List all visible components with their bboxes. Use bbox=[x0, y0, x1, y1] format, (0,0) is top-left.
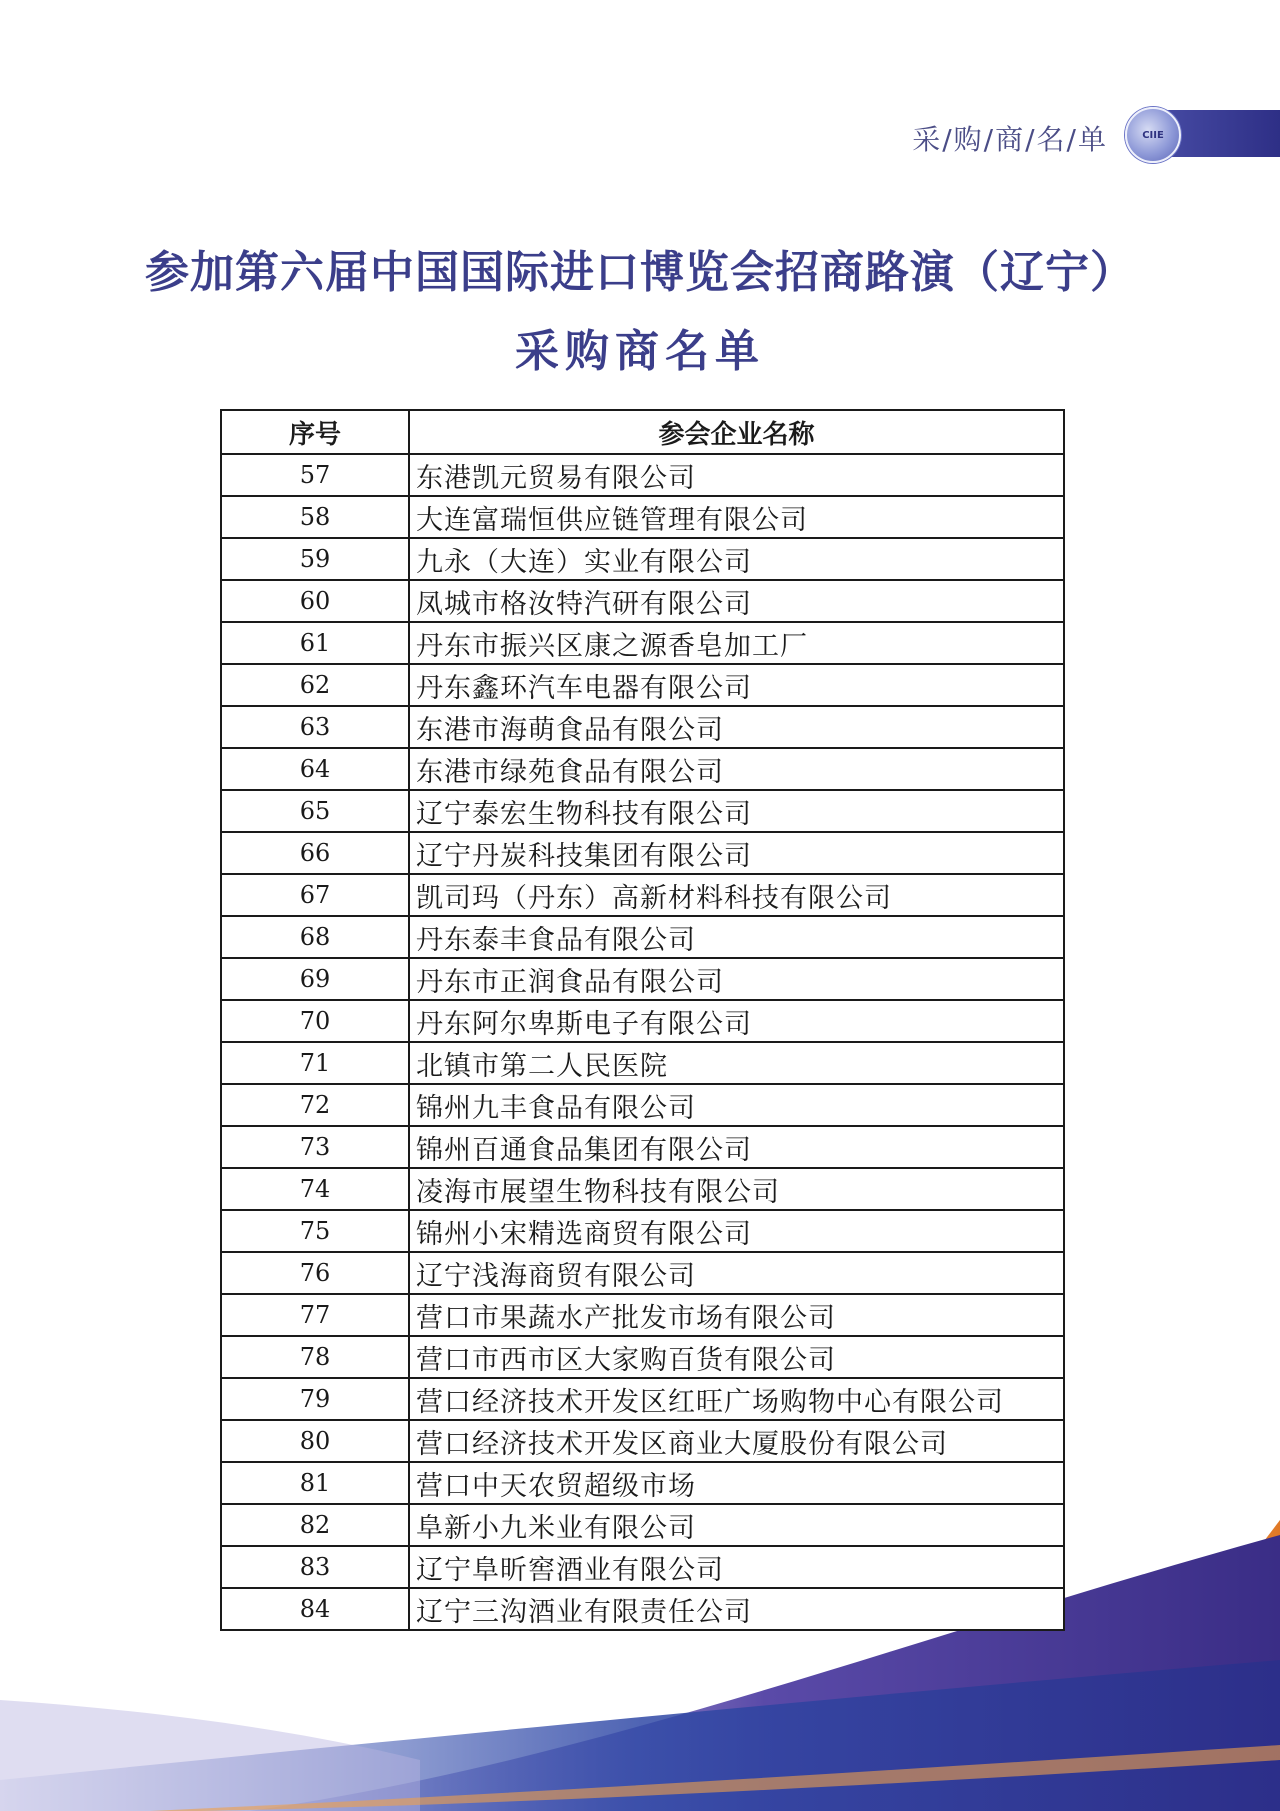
row-number: 74 bbox=[221, 1168, 409, 1210]
company-name: 东港凯元贸易有限公司 bbox=[409, 454, 1064, 496]
company-name: 辽宁丹炭科技集团有限公司 bbox=[409, 832, 1064, 874]
company-name: 丹东泰丰食品有限公司 bbox=[409, 916, 1064, 958]
row-number: 80 bbox=[221, 1420, 409, 1462]
table-row bbox=[221, 916, 1064, 958]
row-number: 57 bbox=[221, 454, 409, 496]
table-row bbox=[221, 1252, 1064, 1294]
table-row bbox=[221, 1588, 1064, 1630]
row-number: 73 bbox=[221, 1126, 409, 1168]
company-name: 营口市西市区大家购百货有限公司 bbox=[409, 1336, 1064, 1378]
company-name: 营口市果蔬水产批发市场有限公司 bbox=[409, 1294, 1064, 1336]
row-number: 76 bbox=[221, 1252, 409, 1294]
row-number: 64 bbox=[221, 748, 409, 790]
table-row bbox=[221, 748, 1064, 790]
table-row bbox=[221, 454, 1064, 496]
company-name: 丹东阿尔卑斯电子有限公司 bbox=[409, 1000, 1064, 1042]
table-row bbox=[221, 1546, 1064, 1588]
row-number: 60 bbox=[221, 580, 409, 622]
table-row bbox=[221, 664, 1064, 706]
table-row bbox=[221, 1210, 1064, 1252]
column-header-number: 序号 bbox=[221, 410, 409, 454]
row-number: 58 bbox=[221, 496, 409, 538]
company-name: 锦州百通食品集团有限公司 bbox=[409, 1126, 1064, 1168]
company-name: 锦州小宋精选商贸有限公司 bbox=[409, 1210, 1064, 1252]
company-name: 辽宁阜昕窖酒业有限公司 bbox=[409, 1546, 1064, 1588]
row-number: 82 bbox=[221, 1504, 409, 1546]
row-number: 83 bbox=[221, 1546, 409, 1588]
table-row bbox=[221, 1126, 1064, 1168]
row-number: 84 bbox=[221, 1588, 409, 1630]
row-number: 59 bbox=[221, 538, 409, 580]
row-number: 67 bbox=[221, 874, 409, 916]
table-body bbox=[221, 454, 1064, 1630]
company-name: 辽宁三沟酒业有限责任公司 bbox=[409, 1588, 1064, 1630]
table-row bbox=[221, 580, 1064, 622]
row-number: 81 bbox=[221, 1462, 409, 1504]
page-title: 参加第六届中国国际进口博览会招商路演（辽宁） bbox=[145, 247, 1135, 298]
table-row bbox=[221, 832, 1064, 874]
company-name: 九永（大连）实业有限公司 bbox=[409, 538, 1064, 580]
row-number: 71 bbox=[221, 1042, 409, 1084]
table-row bbox=[221, 1378, 1064, 1420]
company-name: 营口经济技术开发区商业大厦股份有限公司 bbox=[409, 1420, 1064, 1462]
table-row bbox=[221, 874, 1064, 916]
company-name: 丹东市正润食品有限公司 bbox=[409, 958, 1064, 1000]
table-row bbox=[221, 1504, 1064, 1546]
table-row bbox=[221, 1294, 1064, 1336]
company-name: 阜新小九米业有限公司 bbox=[409, 1504, 1064, 1546]
row-number: 70 bbox=[221, 1000, 409, 1042]
table-row bbox=[221, 958, 1064, 1000]
table-row bbox=[221, 622, 1064, 664]
row-number: 68 bbox=[221, 916, 409, 958]
company-name: 北镇市第二人民医院 bbox=[409, 1042, 1064, 1084]
buyer-list-table bbox=[220, 409, 1065, 1631]
row-number: 69 bbox=[221, 958, 409, 1000]
company-name: 凯司玛（丹东）高新材料科技有限公司 bbox=[409, 874, 1064, 916]
header-tag: 采/购/商/名/单 bbox=[912, 123, 1108, 156]
table-row bbox=[221, 1168, 1064, 1210]
company-name: 东港市绿苑食品有限公司 bbox=[409, 748, 1064, 790]
table-row bbox=[221, 706, 1064, 748]
row-number: 62 bbox=[221, 664, 409, 706]
ciie-logo-icon bbox=[1125, 107, 1181, 163]
column-header-company: 参会企业名称 bbox=[409, 410, 1064, 454]
table-row bbox=[221, 496, 1064, 538]
row-number: 65 bbox=[221, 790, 409, 832]
table-row bbox=[221, 1084, 1064, 1126]
row-number: 78 bbox=[221, 1336, 409, 1378]
logo-text: CIIE bbox=[1142, 129, 1164, 141]
company-name: 丹东市振兴区康之源香皂加工厂 bbox=[409, 622, 1064, 664]
page-subtitle: 采购商名单 bbox=[515, 326, 765, 377]
table-row bbox=[221, 1000, 1064, 1042]
table-row bbox=[221, 790, 1064, 832]
table-row bbox=[221, 1462, 1064, 1504]
company-name: 辽宁浅海商贸有限公司 bbox=[409, 1252, 1064, 1294]
company-name: 凤城市格汝特汽研有限公司 bbox=[409, 580, 1064, 622]
company-name: 大连富瑞恒供应链管理有限公司 bbox=[409, 496, 1064, 538]
company-name: 丹东鑫环汽车电器有限公司 bbox=[409, 664, 1064, 706]
company-name: 营口中天农贸超级市场 bbox=[409, 1462, 1064, 1504]
table-row bbox=[221, 538, 1064, 580]
row-number: 75 bbox=[221, 1210, 409, 1252]
row-number: 61 bbox=[221, 622, 409, 664]
company-name: 锦州九丰食品有限公司 bbox=[409, 1084, 1064, 1126]
row-number: 72 bbox=[221, 1084, 409, 1126]
company-name: 凌海市展望生物科技有限公司 bbox=[409, 1168, 1064, 1210]
company-name: 营口经济技术开发区红旺广场购物中心有限公司 bbox=[409, 1378, 1064, 1420]
table-header-row bbox=[221, 410, 1064, 454]
row-number: 79 bbox=[221, 1378, 409, 1420]
row-number: 77 bbox=[221, 1294, 409, 1336]
table-row bbox=[221, 1336, 1064, 1378]
company-name: 辽宁泰宏生物科技有限公司 bbox=[409, 790, 1064, 832]
row-number: 66 bbox=[221, 832, 409, 874]
table-row bbox=[221, 1420, 1064, 1462]
row-number: 63 bbox=[221, 706, 409, 748]
company-name: 东港市海萌食品有限公司 bbox=[409, 706, 1064, 748]
table-row bbox=[221, 1042, 1064, 1084]
